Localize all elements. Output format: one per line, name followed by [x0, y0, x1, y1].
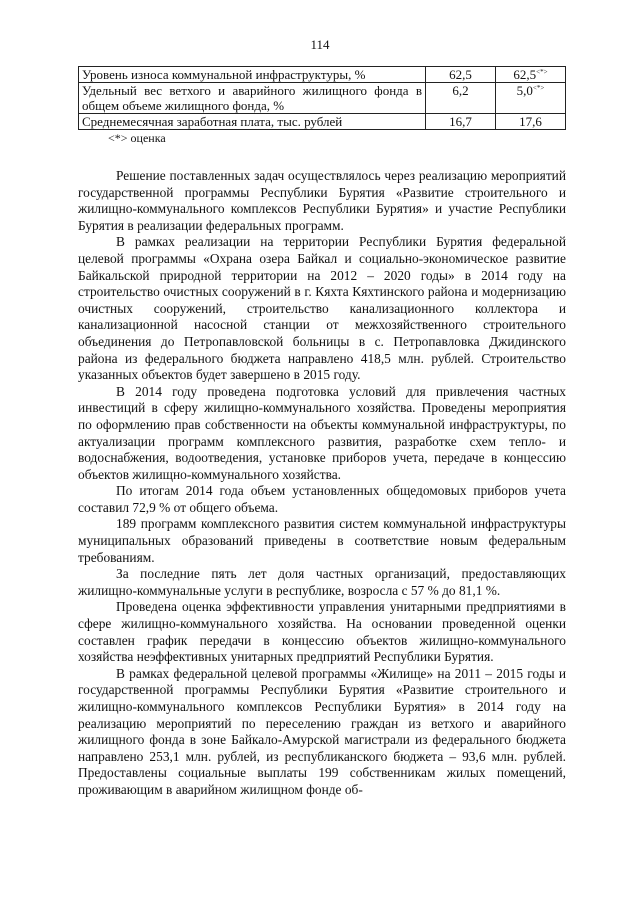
table-row [79, 114, 566, 130]
table-row [79, 83, 566, 114]
table-cell-label: Уровень износа коммунальной инфраструктуры, % [79, 67, 426, 83]
cell-value-text: 5,0 [516, 83, 533, 98]
page-number: 114 [310, 37, 330, 52]
body-text [78, 168, 566, 799]
table-cell-value [496, 83, 566, 114]
table-footnote: <*> оценка [108, 131, 166, 145]
paragraph: Проведена оценка эффективности управления унитарными предприятиями в сфере жилищно-коммунального хозяйства. На основании проведенной оценки составлен график передачи в концессию объектов жилищно-коммунального хозяйства неэффективных унитарных предприятий Республики Бурятия. [78, 599, 566, 665]
table-cell-value: 62,5 [426, 67, 496, 83]
estimate-note-mark: <*> [532, 84, 545, 92]
table-row [79, 67, 566, 83]
estimate-note-mark: <*> [536, 68, 548, 76]
paragraph: По итогам 2014 года объем установленных общедомовых приборов учета составил 72,9 % от общего объема. [78, 483, 566, 515]
table-cell-label: Удельный вес ветхого и аварийного жилищного фонда в общем объеме жилищного фонда, % [79, 83, 426, 114]
indicators-table [78, 66, 566, 130]
table-cell-value: 16,7 [426, 114, 496, 130]
paragraph: 189 программ комплексного развития систем коммунальной инфраструктуры муниципальных образований приведены в соответствие новым федеральным требованиям. [78, 516, 566, 565]
paragraph: За последние пять лет доля частных организаций, предоставляющих жилищно-коммунальные услуги в республике, возросла с 57 % до 81,1 %. [78, 566, 566, 598]
table-cell-value: 6,2 [426, 83, 496, 114]
table-cell-value: 17,6 [496, 114, 566, 130]
paragraph: В рамках реализации на территории Республики Бурятия федеральной целевой программы «Охрана озера Байкал и социально-экономическое развитие Байкальской природной территории на 2012 – 2020 годы» в 2014 году на строительство очистных сооружений в г. Кяхта Кяхтинского района и модернизацию очистных сооружений, строительство канализационного коллектора и канализационной насосной станции от межхозяйственного строительного объединения до Петропавловской больницы в с. Петропавловка Джидинского района из федерального бюджета направлено 418,5 млн. рублей. Строительство указанных объектов будет завершено в 2015 году. [78, 234, 566, 383]
cell-value-text: 62,5 [513, 67, 537, 82]
paragraph: Решение поставленных задач осуществлялось через реализацию мероприятий государственной программы Республики Бурятия «Развитие строительного и жилищно-коммунального комплексов Республики Бурятия» и участие Республики Бурятия в реализации федеральных программ. [78, 168, 566, 233]
paragraph: В рамках федеральной целевой программы «Жилище» на 2011 – 2015 годы и государственной программы Республики Бурятия «Развитие строительного и жилищно-коммунального комплексов Республики Бурятия» в 2014 году на реализацию мероприятий по переселению граждан из ветхого и аварийного жилищного фонда в зоне Байкало-Амурской магистрали из федерального бюджета направлено 253,1 млн. рублей, из республиканского бюджета – 93,6 млн. рублей. Предоставлены социальные выплаты 199 собственникам жилых помещений, проживающим в аварийном жилищном фонде об- [78, 665, 566, 797]
paragraph: В 2014 году проведена подготовка условий для привлечения частных инвестиций в сферу жилищно-коммунального хозяйства. Проведены мероприятия по оформлению прав собственности на объекты коммунальной инфраструктуры, по актуализации программ комплексного развития, разработке схем тепло- и водоснабжения, водоотведения, установке приборов учета, передаче в концессию объектов жилищно-коммунального хозяйства. [78, 383, 566, 482]
table-cell-value [496, 67, 566, 83]
table-cell-label: Среднемесячная заработная плата, тыс. рублей [79, 114, 426, 130]
